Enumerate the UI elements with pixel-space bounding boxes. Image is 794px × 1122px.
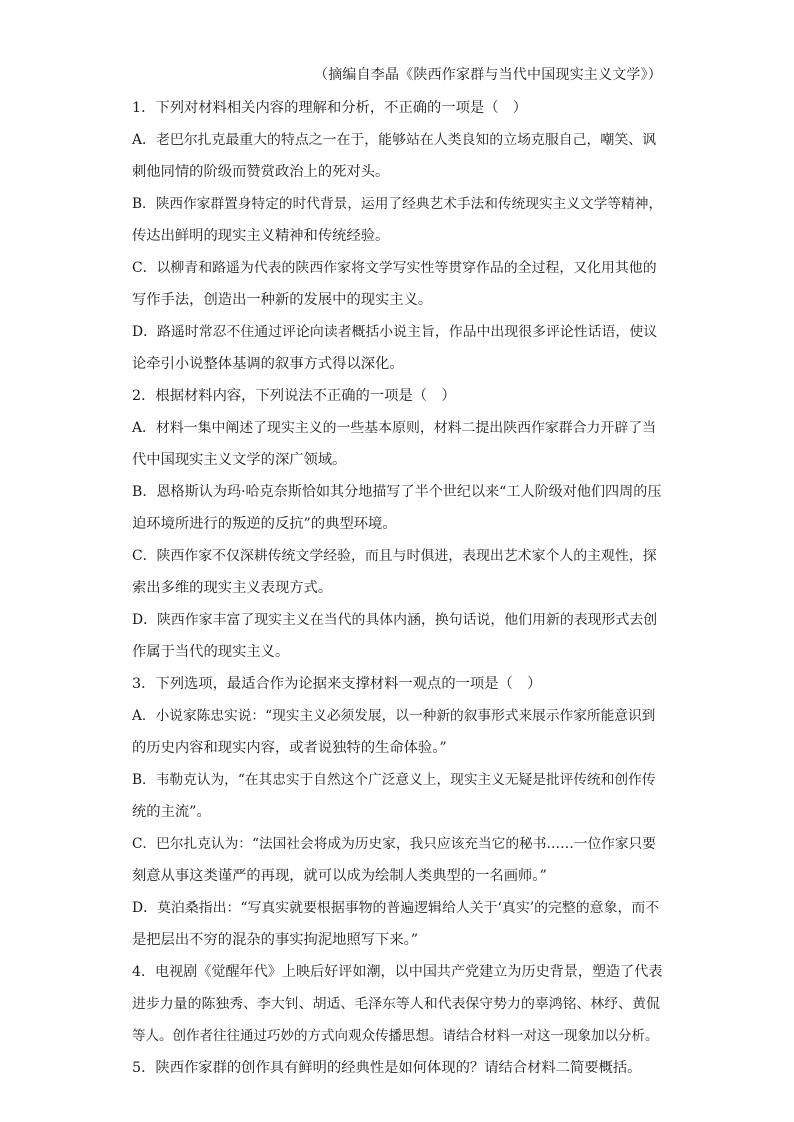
questions-block bbox=[132, 92, 662, 1084]
question-1-stem: 1．下列对材料相关内容的理解和分析，不正确的一项是（ ） bbox=[132, 100, 528, 116]
document-page bbox=[132, 62, 662, 1084]
question-3-option-d: D．莫泊桑指出：“写真实就要根据事物的普遍逻辑给人关于‘真实’的完整的意象，而不 bbox=[132, 900, 660, 916]
question-1-option-b: B．陕西作家群置身特定的时代背景，运用了经典艺术手法和传统现实主义文学等精神， bbox=[132, 196, 663, 212]
question-3-option-d-cont: 是把层出不穷的混杂的事实拘泥地照写下来。” bbox=[132, 932, 419, 948]
question-1-option-b-cont: 传达出鲜明的现实主义精神和传统经验。 bbox=[132, 228, 390, 244]
question-3-option-c-cont: 刻意从事这类谨严的再现，就可以成为绘制人类典型的一名画师。” bbox=[132, 868, 547, 884]
question-5-stem: 5．陕西作家群的创作具有鲜明的经典性是如何体现的？请结合材料二简要概括。 bbox=[132, 1060, 642, 1076]
question-1-option-d: D．路遥时常忍不住通过评论向读者概括小说主旨，作品中出现很多评论性话语，使议 bbox=[132, 324, 658, 340]
question-3-option-b-cont: 统的主流”。 bbox=[132, 804, 211, 820]
question-3-option-c: C．巴尔扎克认为：“法国社会将成为历史家，我只应该充当它的秘书……一位作家只要 bbox=[132, 836, 656, 852]
question-1-option-c-cont: 写作手法，创造出一种新的发展中的现实主义。 bbox=[132, 292, 433, 308]
question-3-option-a: A．小说家陈忠实说：“现实主义必须发展，以一种新的叙事形式来展示作家所能意识到 bbox=[132, 708, 656, 724]
question-2-option-d-cont: 作属于当代的现实主义。 bbox=[132, 644, 290, 660]
question-2-option-b-cont: 迫环境所进行的叛逆的反抗”的典型环境。 bbox=[132, 516, 397, 532]
question-2-option-c-cont: 索出多维的现实主义表现方式。 bbox=[132, 580, 333, 596]
question-4-stem-cont-1: 进步力量的陈独秀、李大钊、胡适、毛泽东等人和代表保守势力的辜鸿铭、林纾、黄侃 bbox=[132, 996, 660, 1012]
question-1-option-a: A．老巴尔扎克最重大的特点之一在于，能够站在人类良知的立场克服自己，嘲笑、讽 bbox=[132, 132, 656, 148]
question-3-option-a-cont: 的历史内容和现实内容，或者说独特的生命体验。” bbox=[132, 740, 447, 756]
question-2-option-c: C．陕西作家不仅深耕传统文学经验，而且与时俱进，表现出艺术家个人的主观性，探 bbox=[132, 548, 657, 564]
question-2-option-b: B．恩格斯认为玛·哈克奈斯恰如其分地描写了半个世纪以来“工人阶级对他们四周的压 bbox=[132, 484, 662, 500]
question-2-option-a: A．材料一集中阐述了现实主义的一些基本原则，材料二提出陕西作家群合力开辟了当 bbox=[132, 420, 656, 436]
source-citation: （摘编自李晶《陕西作家群与当代中国现实主义文学》） bbox=[314, 67, 662, 83]
question-2-stem: 2．根据材料内容，下列说法不正确的一项是（ ） bbox=[132, 388, 456, 404]
question-4-stem-cont-2: 等人。创作者往往通过巧妙的方式向观众传播思想。请结合材料一对这一现象加以分析。 bbox=[132, 1028, 659, 1044]
question-4-stem: 4．电视剧《觉醒年代》上映后好评如潮，以中国共产党建立为历史背景，塑造了代表 bbox=[132, 964, 663, 980]
question-1-option-d-cont: 论牵引小说整体基调的叙事方式得以深化。 bbox=[132, 356, 404, 372]
question-3-stem: 3．下列选项，最适合作为论据来支撑材料一观点的一项是（ ） bbox=[132, 676, 542, 692]
question-1-option-c: C．以柳青和路遥为代表的陕西作家将文学写实性等贯穿作品的全过程，又化用其他的 bbox=[132, 260, 657, 276]
question-3-option-b: B．韦勒克认为，“在其忠实于自然这个广泛意义上，现实主义无疑是批评传统和创作传 bbox=[132, 772, 656, 788]
question-2-option-d: D．陕西作家丰富了现实主义在当代的具体内涵，换句话说，他们用新的表现形式去创 bbox=[132, 612, 658, 628]
question-1-option-a-cont: 刺他同情的阶级而赞赏政治上的死对头。 bbox=[132, 164, 390, 180]
question-2-option-a-cont: 代中国现实主义文学的深广领域。 bbox=[132, 452, 347, 468]
